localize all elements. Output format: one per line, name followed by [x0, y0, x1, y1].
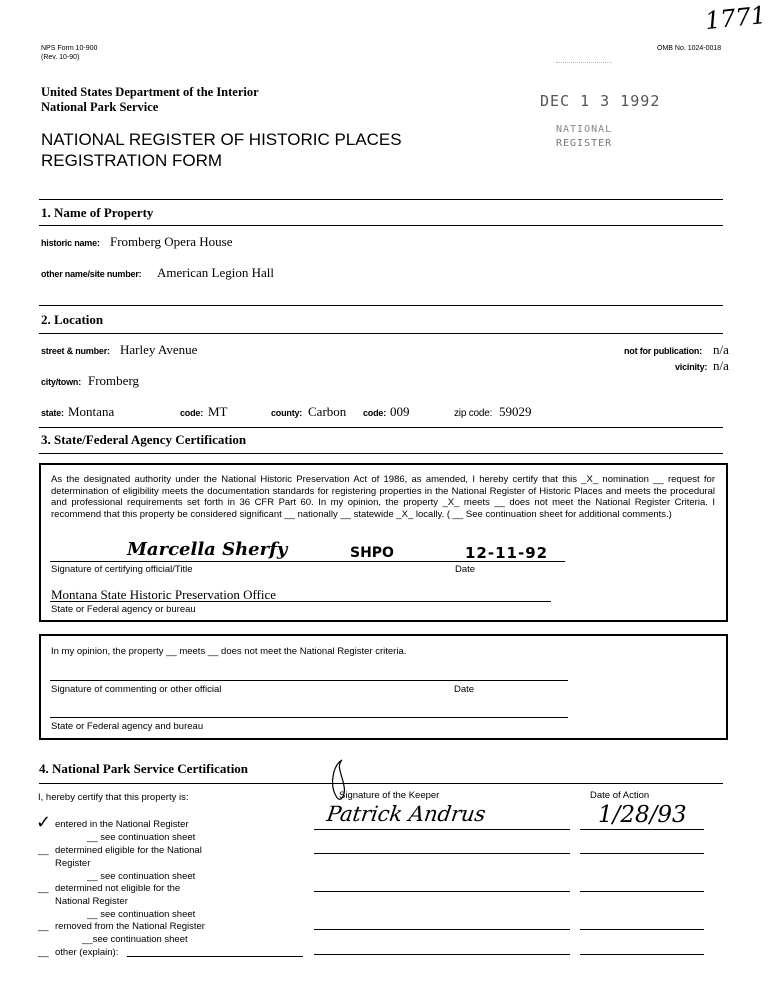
- keeper-signature-label: Signature of the Keeper: [339, 790, 440, 801]
- county-value: Carbon: [308, 404, 347, 419]
- option-eligible-continuation: __ see continuation sheet: [87, 871, 196, 882]
- date-of-action-value: 1/28/93: [598, 802, 687, 828]
- form-revision: (Rev. 10-90): [41, 54, 80, 61]
- action-date-line: [580, 891, 704, 892]
- form-title-line1: NATIONAL REGISTER OF HISTORIC PLACES: [41, 130, 402, 149]
- section-1-heading: 1. Name of Property: [41, 205, 154, 220]
- section-4-heading: 4. National Park Service Certification: [39, 761, 249, 776]
- option-other-blank[interactable]: __: [38, 947, 49, 958]
- not-for-publication-label: not for publication:: [624, 346, 702, 356]
- opinion-statement: In my opinion, the property __ meets __ does not meet the National Register criteria.: [51, 646, 407, 657]
- rule: [39, 225, 723, 226]
- received-stamp-line1: NATIONAL: [556, 124, 613, 135]
- county-code-value: 009: [390, 404, 410, 419]
- agency-line: [50, 601, 551, 602]
- stamp-rule: [556, 62, 612, 63]
- rule: [39, 333, 723, 334]
- option-entered-label: entered in the National Register: [55, 819, 189, 830]
- commenting-label: Signature of commenting or other official: [51, 684, 222, 695]
- section-3-heading: 3. State/Federal Agency Certification: [41, 432, 247, 447]
- vicinity-label: vicinity:: [675, 362, 708, 372]
- option-removed-continuation: __see continuation sheet: [82, 934, 188, 945]
- keeper-signature-line: [314, 829, 570, 830]
- keeper-signature-line: [314, 929, 570, 930]
- commenting-agency-line: [50, 717, 568, 718]
- county-code-label: code:: [363, 408, 387, 418]
- action-date-line: [580, 954, 704, 955]
- other-name-value: American Legion Hall: [157, 265, 274, 280]
- option-not-eligible-continuation: __ see continuation sheet: [87, 909, 196, 920]
- street-label: street & number:: [41, 346, 110, 356]
- zip-label: zip code:: [454, 408, 493, 419]
- omb-number: OMB No. 1024-0018: [657, 45, 722, 52]
- rule: [39, 427, 723, 428]
- street-value: Harley Avenue: [120, 342, 198, 357]
- commenting-date-label: Date: [454, 684, 475, 695]
- option-not-eligible-label: determined not eligible for the National Register: [55, 883, 181, 907]
- certifying-date: 12-11-92: [465, 544, 549, 562]
- other-explain-line[interactable]: [127, 956, 303, 957]
- certification-statement: As the designated authority under the National Historic Preservation Act of 1986, as amended, I hereby certify that this _X_ nomination __ request for determination of eligibility meets the documentation standards for registering properties in the National Register of Historic Places and meets the procedural and professional requirements set forth in 36 CFR Part 60. In my opinion, the property _X_ meets __ does not meet the National Register Criteria. I recommend that this property be considered significant __ nationally __ statewide _X_ locally. ( __ See continuation sheet for additional comments.): [51, 474, 715, 520]
- checkmark-icon[interactable]: ✓: [36, 812, 52, 833]
- date-of-action-label: Date of Action: [590, 790, 650, 801]
- keeper-signature: Patrick Andrus: [325, 802, 488, 826]
- state-code-value: MT: [208, 404, 228, 419]
- action-date-line: [580, 929, 704, 930]
- vicinity-value: n/a: [713, 358, 729, 373]
- option-removed-blank[interactable]: __: [38, 921, 49, 932]
- rule: [39, 453, 723, 454]
- keeper-signature-line: [314, 853, 570, 854]
- option-other-label: other (explain):: [55, 947, 119, 958]
- historic-name-label: historic name:: [41, 238, 100, 248]
- option-eligible-label: determined eligible for the National Register: [55, 845, 202, 869]
- commenting-signature-line: [50, 680, 568, 681]
- form-title-line2: REGISTRATION FORM: [41, 151, 223, 170]
- state-label: state:: [41, 408, 64, 418]
- rule: [39, 783, 723, 784]
- received-stamp-date: DEC 1 3 1992: [540, 92, 661, 110]
- agency-label: State or Federal agency or bureau: [51, 604, 196, 615]
- action-date-line: [580, 829, 704, 830]
- date-label: Date: [455, 564, 476, 575]
- option-removed-label: removed from the National Register: [55, 921, 205, 932]
- rule: [39, 305, 723, 306]
- option-not-eligible-blank[interactable]: __: [38, 883, 49, 894]
- rule: [39, 199, 723, 200]
- other-name-label: other name/site number:: [41, 269, 142, 279]
- certifying-signature-title: SHPO: [350, 545, 394, 561]
- received-stamp-line2: REGISTER: [556, 138, 613, 149]
- commenting-agency-label: State or Federal agency and bureau: [51, 721, 204, 732]
- option-entered-continuation: __ see continuation sheet: [87, 832, 196, 843]
- option-eligible-blank[interactable]: __: [38, 845, 49, 856]
- not-for-publication-value: n/a: [713, 342, 729, 357]
- form-number: NPS Form 10-900: [41, 45, 98, 52]
- section-2-heading: 2. Location: [41, 312, 104, 327]
- action-date-line: [580, 853, 704, 854]
- signature-label: Signature of certifying official/Title: [51, 564, 193, 575]
- city-label: city/town:: [41, 377, 81, 387]
- county-label: county:: [271, 408, 303, 418]
- certifying-signature: Marcella Sherfy: [127, 539, 288, 560]
- zip-value: 59029: [499, 404, 532, 419]
- city-value: Fromberg: [88, 373, 140, 388]
- certify-property-label: I, hereby certify that this property is:: [38, 792, 189, 803]
- state-code-label: code:: [180, 408, 204, 418]
- historic-name-value: Fromberg Opera House: [110, 234, 233, 249]
- handwritten-number: 1771: [703, 0, 768, 36]
- service-name: National Park Service: [41, 100, 159, 114]
- certifying-agency: Montana State Historic Preservation Office: [51, 587, 277, 602]
- keeper-signature-line: [314, 954, 570, 955]
- signature-line: [50, 561, 565, 562]
- state-value: Montana: [68, 404, 115, 419]
- department-name: United States Department of the Interior: [41, 85, 259, 99]
- keeper-signature-line: [314, 891, 570, 892]
